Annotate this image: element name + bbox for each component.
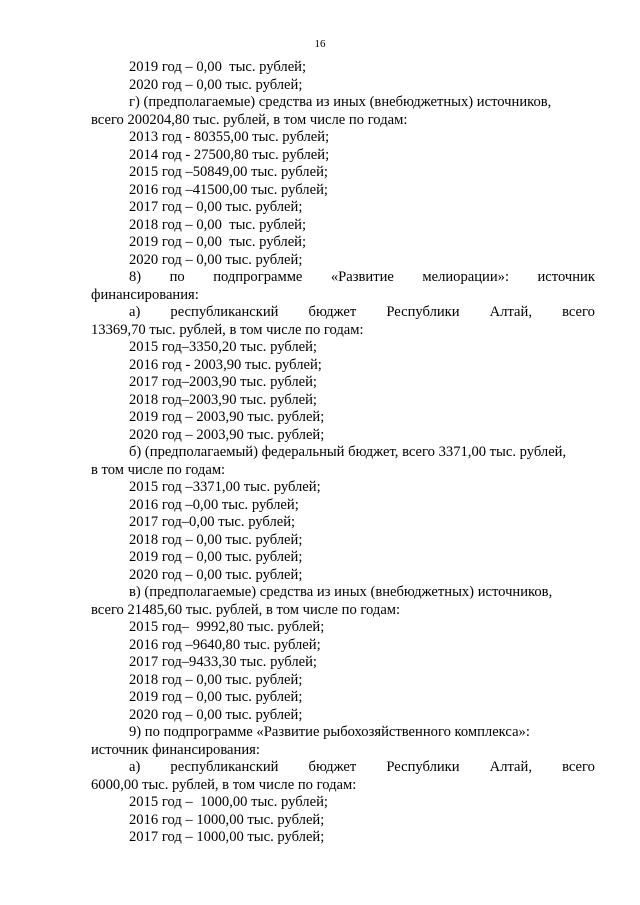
- text-line: 2019 год – 0,00 тыс. рублей;: [129, 59, 307, 75]
- word: Алтай,: [489, 759, 532, 775]
- word: «Развитие: [330, 269, 394, 285]
- text-line: 2016 год –41500,00 тыс. рублей;: [129, 181, 328, 198]
- text-line-justified: [91, 759, 595, 777]
- text-line-justified: [91, 269, 595, 287]
- word: подпрограмме: [213, 269, 303, 285]
- text-line: 2019 год – 0,00 тыс. рублей;: [129, 234, 307, 250]
- text-line: источник финансирования:: [91, 741, 260, 758]
- text-line: 2020 год – 0,00 тыс. рублей;: [129, 251, 303, 268]
- text-line: 9) по подпрограмме «Развитие рыбохозяйственного комплекса»:: [129, 724, 530, 740]
- text-line: 2015 год –50849,00 тыс. рублей;: [129, 164, 328, 180]
- text-line: 2016 год –9640,80 тыс. рублей;: [129, 636, 321, 653]
- text-line: 2019 год – 0,00 тыс. рублей;: [129, 549, 303, 565]
- text-line: 2020 год – 0,00 тыс. рублей;: [129, 566, 303, 583]
- text-line: б) (предполагаемый) федеральный бюджет, всего 3371,00 тыс. рублей,: [129, 444, 567, 460]
- text-line: 2019 год – 2003,90 тыс. рублей;: [129, 409, 325, 425]
- text-line: 2016 год –0,00 тыс. рублей;: [129, 496, 299, 513]
- word: 8): [129, 269, 142, 285]
- word: по: [169, 269, 185, 285]
- text-line: 2017 год – 1000,00 тыс. рублей;: [129, 829, 325, 845]
- text-line: 2018 год – 0,00 тыс. рублей;: [129, 216, 307, 233]
- text-line: 2019 год – 0,00 тыс. рублей;: [129, 689, 303, 705]
- word: республиканский: [170, 304, 279, 320]
- text-line: 2018 год – 0,00 тыс. рублей;: [129, 671, 303, 688]
- word: а): [129, 759, 141, 775]
- word: Республики: [386, 759, 460, 775]
- word: всего: [562, 304, 595, 320]
- text-line: 2015 год –3371,00 тыс. рублей;: [129, 479, 321, 495]
- word: Алтай,: [489, 304, 532, 320]
- text-line: всего 200204,80 тыс. рублей, в том числе по годам:: [91, 111, 408, 128]
- text-line: 2018 год–2003,90 тыс. рублей;: [129, 391, 317, 408]
- text-line: 2014 год - 27500,80 тыс. рублей;: [129, 146, 330, 163]
- text-line: финансирования:: [91, 286, 199, 303]
- text-line: в том числе по годам:: [91, 461, 226, 478]
- text-line: 2020 год – 0,00 тыс. рублей;: [129, 76, 303, 93]
- word: всего: [562, 759, 595, 775]
- document-body: [91, 59, 595, 847]
- text-line: 2015 год – 1000,00 тыс. рублей;: [129, 794, 328, 810]
- word: мелиорации»:: [422, 269, 510, 285]
- text-line: 2017 год–9433,30 тыс. рублей;: [129, 654, 317, 670]
- text-line: 2017 год – 0,00 тыс. рублей;: [129, 199, 303, 215]
- word: Республики: [386, 304, 460, 320]
- text-line: 2020 год – 0,00 тыс. рублей;: [129, 706, 303, 723]
- word: бюджет: [308, 304, 357, 320]
- text-line: 2013 год - 80355,00 тыс. рублей;: [129, 129, 330, 145]
- text-line: 2020 год – 2003,90 тыс. рублей;: [129, 426, 325, 443]
- text-line-justified: [91, 304, 595, 322]
- text-line: 13369,70 тыс. рублей, в том числе по годам:: [91, 321, 364, 338]
- text-line: г) (предполагаемые) средства из иных (внебюджетных) источников,: [129, 94, 552, 110]
- text-line: 2017 год–0,00 тыс. рублей;: [129, 514, 296, 530]
- word: республиканский: [170, 759, 279, 775]
- text-line: 2017 год–2003,90 тыс. рублей;: [129, 374, 317, 390]
- word: а): [129, 304, 141, 320]
- text-line: 2016 год - 2003,90 тыс. рублей;: [129, 356, 322, 373]
- word: бюджет: [308, 759, 357, 775]
- text-line: 2016 год – 1000,00 тыс. рублей;: [129, 811, 325, 828]
- text-line: 2018 год – 0,00 тыс. рублей;: [129, 531, 303, 548]
- text-line: 2015 год–3350,20 тыс. рублей;: [129, 339, 317, 355]
- page-number: 16: [314, 38, 326, 50]
- text-line: 6000,00 тыс. рублей, в том числе по годам:: [91, 776, 357, 793]
- text-line: 2015 год– 9992,80 тыс. рублей;: [129, 619, 325, 635]
- text-line: в) (предполагаемые) средства из иных (внебюджетных) источников,: [129, 584, 553, 600]
- text-line: всего 21485,60 тыс. рублей, в том числе по годам:: [91, 601, 401, 618]
- word: источник: [537, 269, 595, 285]
